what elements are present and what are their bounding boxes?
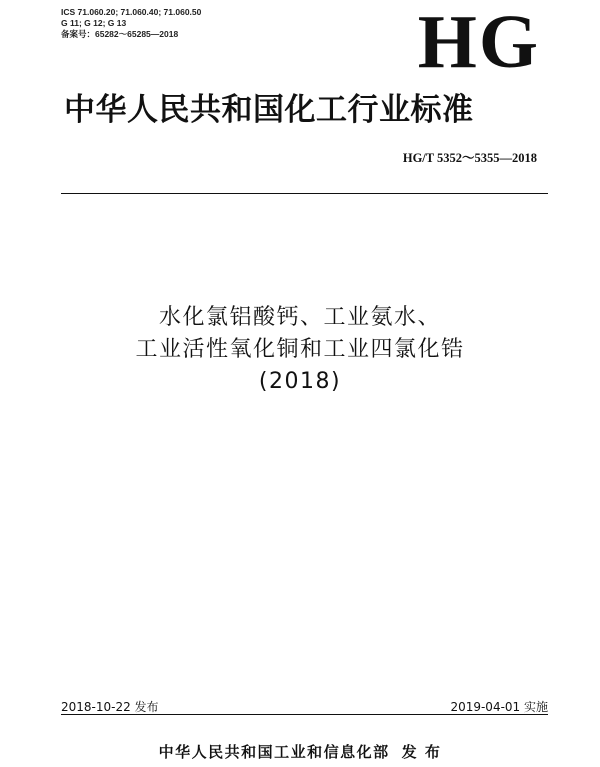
filing-number-line: 备案号：65282～65285—2018 xyxy=(61,29,179,39)
document-title-line-1: 水化氯铝酸钙、工业氨水、 xyxy=(158,305,441,330)
publish-suffix: 发 布 xyxy=(401,743,442,761)
bottom-divider xyxy=(61,714,548,715)
ics-code-block xyxy=(61,7,201,40)
publisher-line xyxy=(0,741,600,762)
issue-date: 2018-10-22 发布 xyxy=(61,700,159,714)
ics-line: ICS 71.060.20; 71.060.40; 71.060.50 xyxy=(61,7,202,17)
implementation-date: 2019-04-01 实施 xyxy=(450,700,548,714)
top-divider xyxy=(61,193,548,194)
standard-category-title: 中华人民共和国化工行业标准 xyxy=(64,92,474,128)
classification-line: G 11; G 12; G 13 xyxy=(61,18,127,28)
hg-logo-mark: HG xyxy=(417,0,540,84)
publisher-name: 中华人民共和国工业和信息化部 xyxy=(158,743,390,761)
document-title-line-2: 工业活性氧化铜和工业四氯化锆 xyxy=(135,337,465,362)
document-title xyxy=(0,302,600,398)
document-title-year: (2018) xyxy=(258,369,342,394)
standard-number: HG/T 5352～5355—2018 xyxy=(402,151,537,165)
